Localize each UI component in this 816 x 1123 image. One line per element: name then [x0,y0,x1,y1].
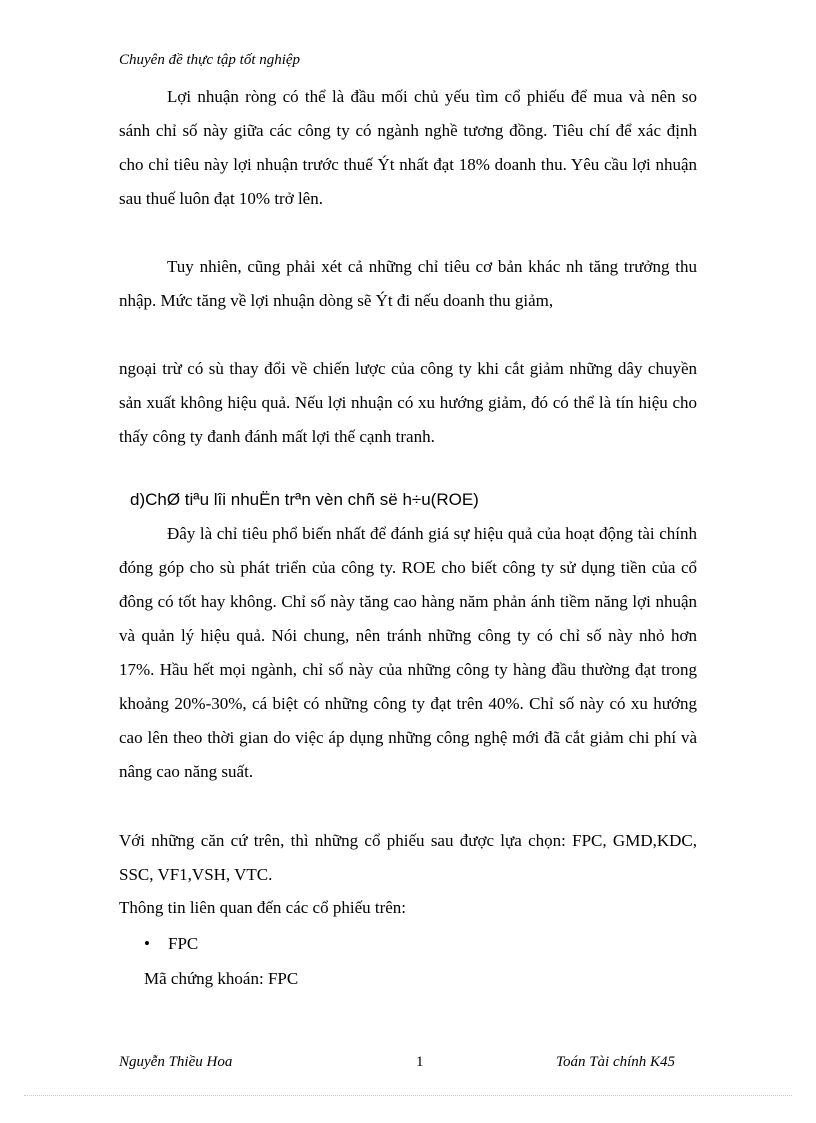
page-number: 1 [416,1054,424,1070]
paragraph-growth: Tuy nhiên, cũng phải xét cả những chỉ tiêu cơ bản khác nh tăng trưởng thu nhập. Mức tăng về lợi nhuận dòng sẽ Ýt đi nếu doanh thu giảm, [119,257,697,310]
bullet-label: FPC [168,934,199,953]
stock-code-line: Mã chứng khoán: FPC [144,969,299,988]
bullet-item [144,934,198,954]
info-line: Thông tin liên quan đến các cổ phiếu trên: [119,898,407,917]
paragraph-selection: Với những căn cứ trên, thì những cổ phiếu sau được lựa chọn: FPC, GMD,KDC, SSC, VF1,VSH, VTC. [119,831,697,884]
section-heading-roe: d)ChØ tiªu lîi nhuËn trªn vèn chñ së h÷u(ROE) [130,490,479,509]
footer-class: Toán Tài chính K45 [556,1054,676,1070]
bullet-icon: • [144,934,150,953]
footer-author: Nguyễn Thiều Hoa [119,1054,233,1070]
paragraph-net-profit: Lợi nhuận ròng có thể là đầu mối chủ yếu tìm cổ phiếu để mua và nên so sánh chỉ số này giữa các công ty có ngành nghề tương đồng. Tiêu chí để xác định cho chỉ tiêu này lợi nhuận trước thuế Ýt nhất đạt 18% doanh thu. Yêu cầu lợi nhuận sau thuế luôn đạt 10% trở lên. [119,87,697,208]
page-header: Chuyên đề thực tập tốt nghiệp [119,52,301,68]
page-separator [24,1095,792,1096]
paragraph-roe: Đây là chỉ tiêu phổ biến nhất để đánh giá sự hiệu quả của hoạt động tài chính đóng góp cho sù phát triển của công ty. ROE cho biết công ty sử dụng tiền của cổ đông có tốt hay không. Chỉ số này tăng cao hàng năm phản ánh tiềm năng lợi nhuận và quản lý hiệu quả. Nói chung, nên tránh những công ty có chỉ số này nhỏ hơn 17%. Hầu hết mọi ngành, chỉ số này của những công ty hàng đầu thường đạt trong khoảng 20%-30%, cá biệt có những công ty đạt trên 40%. Chỉ số này có xu hướng cao lên theo thời gian do việc áp dụng những công nghệ mới đã cắt giảm chi phí và nâng cao năng suất. [119,524,697,781]
paragraph-strategy: ngoại trừ có sù thay đổi về chiến lược của công ty khi cắt giảm những dây chuyền sản xuất không hiệu quả. Nếu lợi nhuận có xu hướng giảm, đó có thể là tín hiệu cho thấy công ty đanh đánh mất lợi thế cạnh tranh. [119,359,697,446]
